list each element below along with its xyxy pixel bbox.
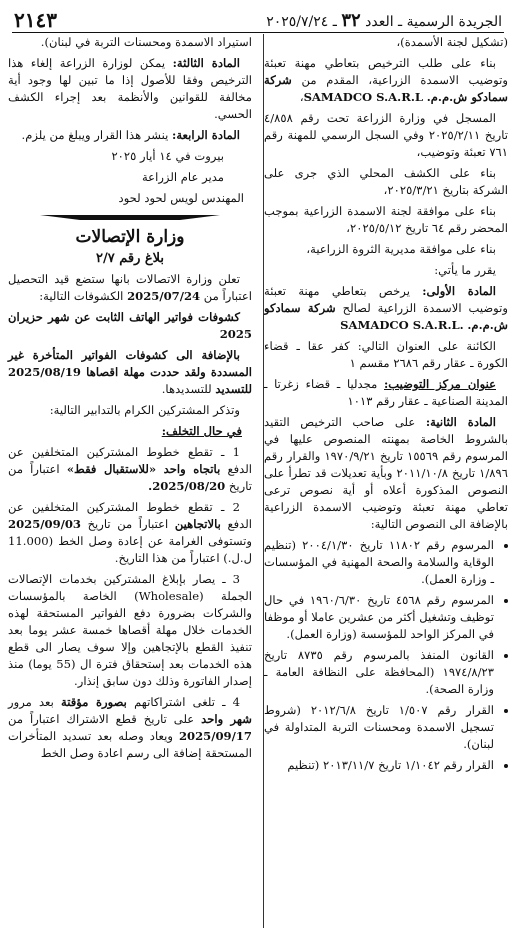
article-1: المادة الأولى: يرخص بتعاطي مهنة تعبئة وتوضيب الاسمدة الزراعية لصالح شركة سمادكو ش.م.م. SAMADCO S.A.R.L. xyxy=(264,284,508,332)
paragraph: وتذكر المشتركين الكرام بالتدابير التالية: xyxy=(49,403,240,417)
signature-title: مدير عام الزراعة xyxy=(141,170,224,184)
measure-item-1: 1 ـ تقطع خطوط المشتركين المتخلفين عن الدفع باتجاه واحد «للاستقبال فقط» اعتباراً من تاريخ 2025/08/20. xyxy=(8,445,253,493)
company-name: شركة سمادكو ش.م.م. xyxy=(264,301,508,332)
overdue-paragraph: بالإضافة الى كشوفات الفواتير المتأخرة غير المسددة ولقد حددت مهلة اقصاها 2025/08/19 للتسديد للتسديدها. xyxy=(8,348,252,396)
article-label: المادة الثالثة: xyxy=(172,56,240,70)
company-latin-name: SAMADCO S.A.R.L. xyxy=(340,318,464,332)
list-item: • القانون المنفذ بالمرسوم رقم ٨٧٣٥ تاريخ ١٩٧٤/٨/٢٣ (المحافظة على النظافة العامة ـ وزارة الصحة). xyxy=(264,647,494,698)
publication-name: الجريدة الرسمية ـ العدد xyxy=(365,14,502,30)
paragraph: بناء على موافقة لجنة الاسمدة الزراعية بموجب المحضر رقم ٦٤ تاريخ ٢٠٢٥/٥/١٢، xyxy=(264,204,508,235)
paragraph: (تشكيل لجنة الأسمدة)، xyxy=(396,35,508,49)
bullet-list xyxy=(264,537,508,774)
list-item: • المرسوم رقم ٤٥٦٨ تاريخ ١٩٦٠/٦/٣٠ في حال توظيف وتشغيل أكثر من عشرين عاملا أو موظفا في المركز الواحد للمؤسسة (وزارة العمل). xyxy=(264,592,494,643)
ministry-heading: وزارة الإتصالات xyxy=(75,227,185,247)
issue-date: ـ ٢٠٢٥/٧/٢٤ xyxy=(266,14,337,30)
paragraph: استيراد الاسمدة ومحسنات التربة في لبنان). xyxy=(40,35,252,49)
right-column xyxy=(264,34,508,778)
separator-ornament xyxy=(40,215,220,220)
case-label: في حال التخلف: xyxy=(161,424,242,438)
paragraph: بناء على طلب الترخيص بتعاطي مهنة تعبئة وتوضيب الاسمدة الزراعية، المقدم من شركة سمادكو ش.م.م. SAMADCO S.A.R.L، xyxy=(264,56,508,104)
site-address: عنوان مركز التوضيب: مجدليا ـ قضاء زغرتا ـ المدينة الصناعية ـ عقار رقم ١٠١٣ xyxy=(264,377,508,408)
left-column xyxy=(8,34,252,766)
list-item: • المرسوم رقم ١١٨٠٢ تاريخ ٢٠٠٤/١/٣٠ (تنظيم الوقاية والسلامة والصحة المهنية في المؤسسات ـ وزارة العمل). xyxy=(264,537,494,588)
site-label: عنوان مركز التوضيب: xyxy=(384,377,496,391)
article-label: المادة الرابعة: xyxy=(172,128,240,142)
page-header xyxy=(12,8,504,33)
article-4: المادة الرابعة: ينشر هذا القرار ويبلغ من يلزم. xyxy=(21,128,240,142)
page-number: ٢١٤٣ xyxy=(14,8,57,32)
paragraph: بناء على الكشف المحلي الذي جرى على الشركة بتاريخ ٢٠٢٥/٣/٢١، xyxy=(264,166,508,197)
article-2: المادة الثانية: على صاحب الترخيص التقيد بالشروط الخاصة بمهنته المنصوص عليها في المرسوم رقم ١٥٥٦٩ تاريخ ١٩٧٠/٩/٢١ والقرار رقم ١/٨٩٦ تاريخ ٢٠١١/١٠/٨ وبأية تعديلات قد تطرأ على النصوص المذكورة أعلاه أو أية نصوص ترعى تعاطي مهنة تعبئة وتوضيب الاسمدة الزراعية بالإضافة الى النصوص التالية: xyxy=(264,415,508,531)
paragraph: بناء على موافقة مديرية الثروة الزراعية، xyxy=(306,242,496,256)
measure-item-4: 4 ـ تلغى اشتراكاتهم بصورة مؤقتة بعد مرور شهر واحد على تاريخ قطع الاشتراك اعتباراً من 2025/09/17 ويعاد وصله بعد تسديد المتأخرات المستحقة إضافة الى رسم اعادة وصل الخط xyxy=(8,695,252,760)
issue-number: ٣٢ xyxy=(341,10,361,31)
bills-heading: كشوفات فواتير الهاتف الثابت عن شهر حزيران 2025 xyxy=(8,310,252,341)
signature-place-date: بيروت في ١٤ أيار ٢٠٢٥ xyxy=(111,149,224,163)
signature-name: المهندس لويس لحود لحود xyxy=(118,191,244,205)
notice-intro: تعلن وزارة الاتصالات بانها ستضع قيد التحصيل اعتباراً من 2025/07/24 الكشوفات التالية: xyxy=(8,272,252,303)
columns xyxy=(8,34,508,934)
measure-item-3: 3 ـ يصار بإبلاغ المشتركين بخدمات الإتصالات الجملة (Wholesale) الخاصة بالمؤسسات والشركات بضرورة دفع الفواتير المستحقة لهذه الخدمات خلال مهلة أقصاها خمسة عشر يوما بعد تنفيذ القطع بالإتجاهين وإلا سوف يصار الى قطع هذه الخدمات بعد إستحقاق فترة ال (55 يوما) منذ إصدار الفاتورة وذلك دون سابق إنذار. xyxy=(8,572,252,688)
article-3: المادة الثالثة: يمكن لوزارة الزراعة إلغاء هذا الترخيص وفقا للأصول إذا ما تبين لها وجود أية مخالفة للقوانين والأنظمة بعد إجراء الكشف الحسي. xyxy=(8,56,252,121)
company-latin-name: SAMADCO S.A.R.L xyxy=(303,90,424,104)
company-name: شركة سمادكو ش.م.م. xyxy=(264,73,508,104)
collection-date: 2025/07/24 xyxy=(127,289,201,303)
paragraph: المسجل في وزارة الزراعة تحت رقم ٤/٨٥٨ تاريخ ٢٠٢٥/٢/١١ وفي السجل الرسمي للمهنة رقم ٧٦١ تعبئة وتوضيب، xyxy=(264,111,508,159)
header-running-title xyxy=(266,10,502,31)
paragraph: الكائنة على العنوان التالي: كفر عقا ـ قضاء الكورة ـ عقار رقم ٢٦٨٦ مقسم ١ xyxy=(264,339,508,370)
column-divider xyxy=(263,34,264,928)
list-item: • القرار رقم ١/١٠٤٢ تاريخ ٢٠١٣/١١/٧ (تنظيم xyxy=(264,757,494,774)
list-item: • القرار رقم ١/٥٠٧ تاريخ ٢٠١٢/٦/٨ (شروط تسجيل الاسمدة ومحسنات التربة المتداولة في لبنان). xyxy=(264,702,494,753)
section-separator xyxy=(8,211,252,223)
measure-item-2: 2 ـ تقطع خطوط المشتركين المتخلفين عن الدفع بالاتجاهين اعتباراً من تاريخ 2025/09/03 وتستوفى الغرامة عن إعادة وصل الخط (11.000 ل.ل.) اعتباراً من هذا التاريخ. xyxy=(8,500,253,565)
article-label: المادة الأولى: xyxy=(422,284,496,298)
paragraph: يقرر ما يأتي: xyxy=(434,263,496,277)
article-label: المادة الثانية: xyxy=(425,415,497,429)
notice-number: بلاغ رقم ٢/٧ xyxy=(95,251,165,266)
